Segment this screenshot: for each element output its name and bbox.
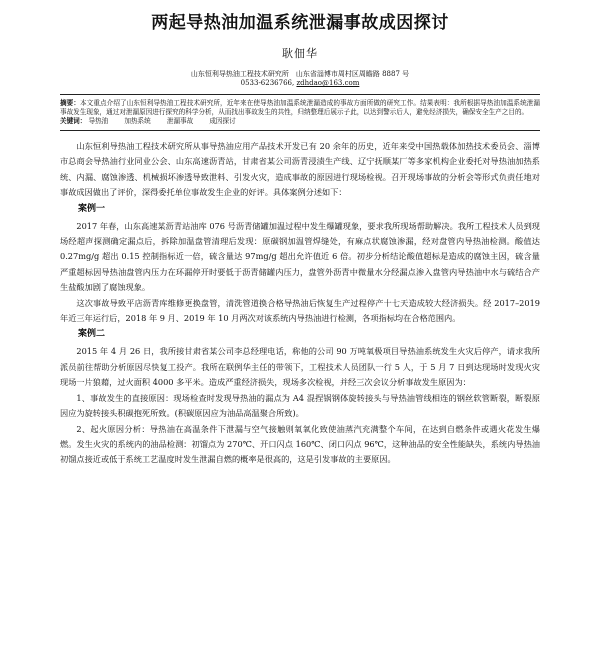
keyword-item: 导热油 xyxy=(88,117,109,125)
intro-paragraph: 山东恒利导热油工程技术研究所从事导热油应用产品技术开发已有 20 余年的历史，近年来受中国热载体加热技术委员会、淄博市总商会导热油行业同业公会、山东高速沥青站，甘肃省某公司沥青浸渍生产线、辽宁抚顺某厂等多家机构企业委托对导热油加热系统、内漏、腐蚀渗透、机械损坏渗透导致泄料、引发火灾，造成事故的原因进行现场检视。召开现场事故的分析会等形式负责任地对事故成因做出了评价，深得委托单位事故发生企业的好评。具体案例分述如下： xyxy=(60,141,540,198)
case2-paragraph-2: 1、事故发生的直接原因：现场检查时发现导热油的漏点为 A4 混捏锅钢体旋转接头与导热油管线相连的钢丝软管断裂，断裂原因应为旋转接头积碳抱死所致。(积碳原因应为油品高温聚合所致)。 xyxy=(60,392,540,419)
case1-heading: 案例一 xyxy=(78,203,106,214)
author-affiliation: 山东恒利导热油工程技术研究所 山东省淄博市周村区周瞻路 8887 号 xyxy=(190,70,410,78)
keyword-item: 成因探讨 xyxy=(209,117,236,125)
author-contact xyxy=(60,79,540,88)
author-phone: 0533-6236766, xyxy=(240,79,295,87)
case2-heading: 案例二 xyxy=(78,329,106,340)
header-rule xyxy=(60,94,540,95)
keyword-item: 加热系统 xyxy=(124,117,151,125)
paper-title: 两起导热油加温系统泄漏事故成因探讨 xyxy=(151,13,449,33)
author-email-link[interactable]: zdhdao@163.com xyxy=(296,79,360,87)
case2-paragraph-1: 2015 年 4 月 26 日，我所接甘肃省某公司李总经理电话，称他的公司 90 万吨氧极项目导热油系统发生火灾后停产，请求我所派员前往帮助分析原因尽快复工投产。我所在联例华主任的带领下，工程技术人员团队一行 5 人，于 5 月 7 日到达现场时发现火灾现场一片狼藉，过火面积 4000 多平米。造成严重经济损失，现场多次检视，并经三次会议分析事故发生原因为： xyxy=(60,346,540,388)
keywords-label: 关键词： xyxy=(60,117,87,125)
keywords-block xyxy=(60,117,540,126)
keyword-item: 泄漏事故 xyxy=(166,117,194,125)
case1-paragraph-2: 这次事故导致平店沥青库维修更换盘管，清洗管道换合格导热油后恢复生产过程停产十七天造成较大经济损失。经 2017–2019 年近三年运行后，2018 年 9 月、2019 年 10 月两次对该系统内导热油进行检测，各项指标均在合格范围内。 xyxy=(60,297,540,324)
case1-paragraph-1: 2017 年春，山东高速某沥青站油库 076 号沥青储罐加温过程中发生爆罐现象，要求我所现场帮助解决。我所工程技术人员到现场经超声探测确定漏点后，拆除加温盘管清理后发现：原碳钢加温管焊缝处，有麻点状腐蚀渗漏，经对盘管内导热油检测。酸值达 0.27mg/g 超出 0.15 控制指标近一倍，硫含量达 97mg/g 超出允许值近 6 倍。初步分析结论酸值超标是造成的腐蚀主因，硫含量严重超标因导热油盘管内压力在环漏停开时要低于沥青储罐内压力，盘管外沥青中微量水分经漏点渗入盘管内导热油中水与硫结合产生盐酸加剧了腐蚀现象。 xyxy=(60,220,540,293)
abstract-label: 摘要： xyxy=(60,99,81,107)
abstract-block xyxy=(60,99,540,117)
abstract-rule xyxy=(60,130,540,131)
author-name: 耿佃华 xyxy=(282,47,318,60)
abstract-text: 本文重点介绍了山东恒利导热油工程技术研究所，近年来在使导热油加温系统泄漏造成的事故方面所做的研究工作。结果表明：我所根据导热油加温系统泄漏事故发生现象，通过对泄漏原因进行探究的科学分析，从而找出事故发生的共性，归纳整理后展示子此，以达到警示后人，避免经济损失，确保安全生产之目的。 xyxy=(60,99,541,116)
case2-paragraph-3: 2、起火原因分析：导热油在高温条件下泄漏与空气接触则氧氧化致使油蒸汽充满整个车间，在达到自燃条件或遇火花发生爆燃。发生火灾的系统内的油品检测：初馏点为 270℃、开口闪点 160℃、闭口闪点 96℃，这种油品的安全性能缺失，系统内导热油初馏点接近或低于系统工艺温度时发生泄漏自燃的概率是很高的，这是引发事故的主要原因。 xyxy=(60,423,540,465)
